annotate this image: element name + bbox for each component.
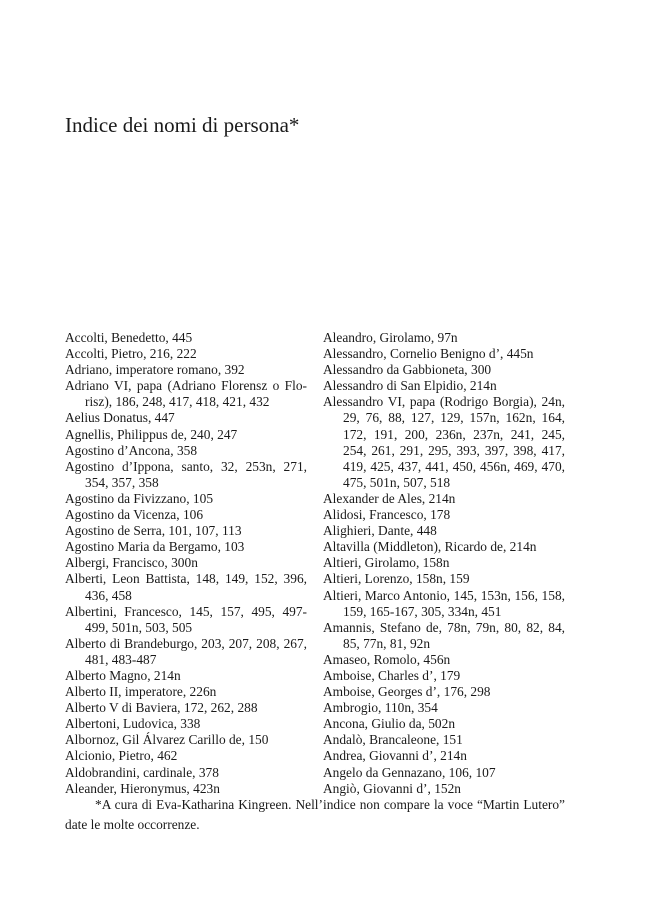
index-entry: Agnellis, Philippus de, 240, 247 [65, 426, 238, 442]
index-entry: Albertini, Francesco, 145, 157, 495, 497-499, 501n, 503, 505 [65, 603, 307, 635]
index-column-right [323, 330, 565, 797]
index-entry: Aleander, Hieronymus, 423n [65, 780, 220, 796]
index-entry: Agostino Maria da Bergamo, 103 [65, 539, 245, 555]
index-entry: Altieri, Girolamo, 158n [323, 555, 450, 571]
index-entry: Agostino da Vicenza, 106 [65, 507, 204, 523]
index-entry: Alcionio, Pietro, 462 [65, 748, 178, 764]
index-entry: Agostino da Fivizzano, 105 [65, 490, 214, 506]
index-entry: Andalò, Brancaleone, 151 [323, 732, 463, 748]
index-entry: Altavilla (Middleton), Ricardo de, 214n [323, 539, 537, 555]
footnote: *A cura di Eva-Katharina Kingreen. Nell’indice non compare la voce “Martin Lutero” date le molte occorrenze. [65, 797, 565, 832]
index-entry: Ambrogio, 110n, 354 [323, 700, 438, 716]
index-entry: Altieri, Marco Antonio, 145, 153n, 156, 158, 159, 165-167, 305, 334n, 451 [323, 587, 565, 619]
index-entry: Alberto II, imperatore, 226n [65, 684, 217, 700]
index-entry: Angiò, Giovanni d’, 152n [323, 780, 461, 796]
index-entry: Amaseo, Romolo, 456n [323, 651, 451, 667]
index-entry: Alessandro VI, papa (Rodrigo Borgia), 24n, 29, 76, 88, 127, 129, 157n, 162n, 164, 172, 191, 200, 236n, 237n, 241, 245, 254, 261, 291, 295, 393, 397, 398, 417, 419, 425, 437, 441, 450, 456n, 469, 470, 475, 501n, 507, 518 [323, 394, 565, 490]
index-entry: Alexander de Ales, 214n [323, 490, 456, 506]
index-entry: Aleandro, Girolamo, 97n [323, 330, 458, 345]
index-entry: Alessandro, Cornelio Benigno d’, 445n [323, 346, 534, 362]
index-entry: Accolti, Pietro, 216, 222 [65, 346, 197, 362]
index-entry: Alessandro di San Elpidio, 214n [323, 378, 497, 394]
index-entry: Albornoz, Gil Álvarez Carillo de, 150 [65, 732, 269, 748]
index-entry: Amboise, Charles d’, 179 [323, 667, 461, 683]
index-entry: Angelo da Gennazano, 106, 107 [323, 764, 496, 780]
index-entry: Alidosi, Francesco, 178 [323, 507, 451, 523]
index-entry: Adriano, imperatore romano, 392 [65, 362, 245, 378]
index-entry: Accolti, Benedetto, 445 [65, 330, 193, 345]
index-entry: Ancona, Giulio da, 502n [323, 716, 456, 732]
page-title: Indice dei nomi di persona* [65, 113, 300, 137]
index-entry: Alberto di Brandeburgo, 203, 207, 208, 267, 481, 483-487 [65, 635, 307, 667]
index-entry: Alessandro da Gabbioneta, 300 [323, 362, 492, 378]
index-entry: Agostino d’Ancona, 358 [65, 442, 198, 458]
index-entry: Amboise, Georges d’, 176, 298 [323, 684, 491, 700]
index-entry: Altieri, Lorenzo, 158n, 159 [323, 571, 470, 587]
index-entry: Alberti, Leon Battista, 148, 149, 152, 396, 436, 458 [65, 571, 307, 603]
index-column-left [65, 330, 307, 797]
index-entry: Agostino d’Ippona, santo, 32, 253n, 271, 354, 357, 358 [65, 458, 307, 490]
index-entry: Adriano VI, papa (Adriano Florensz o Flo-risz), 186, 248, 417, 418, 421, 432 [65, 378, 307, 410]
index-entry: Andrea, Giovanni d’, 214n [323, 748, 467, 764]
index-entry: Aldobrandini, cardinale, 378 [65, 764, 219, 780]
index-entry: Alighieri, Dante, 448 [323, 523, 437, 539]
index-entry: Alberto V di Baviera, 172, 262, 288 [65, 700, 258, 716]
index-entry: Albertoni, Ludovica, 338 [65, 716, 201, 732]
index-entry: Amannis, Stefano de, 78n, 79n, 80, 82, 84, 85, 77n, 81, 92n [323, 619, 565, 651]
index-entry: Agostino de Serra, 101, 107, 113 [65, 523, 242, 539]
index-entry: Alberto Magno, 214n [65, 667, 181, 683]
index-entry: Aelius Donatus, 447 [65, 410, 175, 426]
index-entry: Albergi, Francisco, 300n [65, 555, 198, 571]
